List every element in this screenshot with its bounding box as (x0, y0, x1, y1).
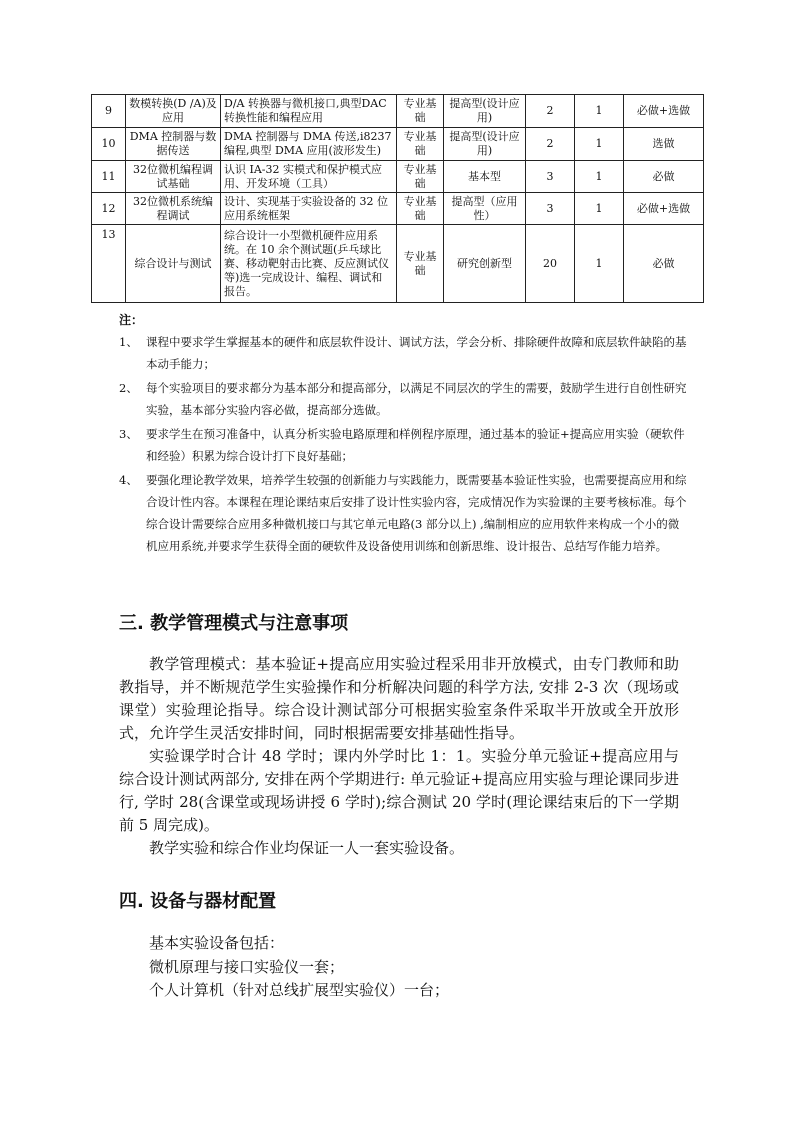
paragraph: 教学管理模式：基本验证+提高应用实验过程采用非开放模式，由专门教师和助教指导，并不断规范学生实验操作和分析解决问题的科学方法, 安排 2-3 次（现场或课堂）实验理论指导。综合设计测试部分可根据实验室条件采取半开放或全开放形式，允许学生灵活安排时间，同时根据需要安排基础性指导。 (119, 655, 679, 742)
cell-type: 提高型(设计应用) (444, 128, 526, 161)
cell-type: 研究创新型 (444, 225, 526, 303)
equipment-line: 基本实验设备包括： (149, 934, 285, 952)
cell-category: 专业基础 (397, 161, 444, 193)
paragraph: 实验课学时合计 48 学时；课内外学时比 1：1。实验分单元验证+提高应用与综合设计测试两部分, 安排在两个学期进行: 单元验证+提高应用实验与理论课同步进行, 学时 28(含课堂或现场讲授 6 学时);综合测试 20 学时(理论课结束后的下一学期前 5 周完成)。 (119, 747, 679, 834)
cell-requirement: 必做 (624, 161, 704, 193)
cell-no: 9 (92, 95, 126, 128)
table-row (92, 128, 704, 161)
cell-hours: 3 (526, 193, 575, 225)
cell-people: 1 (575, 95, 624, 128)
cell-name: 数模转换(D /A)及应用 (126, 95, 221, 128)
paragraph: 教学实验和综合作业均保证一人一套实验设备。 (149, 839, 465, 857)
cell-content: 设计、实现基于实验设备的 32 位应用系统框架 (221, 193, 397, 225)
cell-category: 专业基础 (397, 95, 444, 128)
note-index: 3、 (119, 427, 138, 441)
note-text: 要求学生在预习准备中，认真分析实验电路原理和样例程序原理，通过基本的验证+提高应用实验（硬软件和经验）积累为综合设计打下良好基础； (146, 427, 685, 463)
cell-people: 1 (575, 225, 624, 303)
cell-content: 综合设计一小型微机硬件应用系统。在 10 余个测试题(乒乓球比赛、移动靶射击比赛、反应测试仪等)选一完成设计、编程、调试和报告。 (221, 225, 397, 303)
cell-hours: 3 (526, 161, 575, 193)
cell-requirement: 必做 (624, 225, 704, 303)
note-item (119, 377, 689, 421)
cell-name: 32位微机系统编程调试 (126, 193, 221, 225)
table-row (92, 95, 704, 128)
cell-no: 11 (92, 161, 126, 193)
section-4-heading: 四. 设备与器材配置 (119, 891, 277, 912)
note-item (119, 331, 689, 375)
equipment-line: 个人计算机（针对总线扩展型实验仪）一台； (149, 981, 450, 999)
note-index: 2、 (119, 381, 138, 395)
cell-requirement: 必做+选做 (624, 95, 704, 128)
cell-category: 专业基础 (397, 225, 444, 303)
table-row (92, 161, 704, 193)
table-row (92, 193, 704, 225)
cell-hours: 2 (526, 128, 575, 161)
cell-type: 提高型(设计应用) (444, 95, 526, 128)
cell-hours: 2 (526, 95, 575, 128)
note-index: 1、 (119, 335, 138, 349)
cell-no: 13 (92, 225, 126, 303)
cell-type: 基本型 (444, 161, 526, 193)
note-index: 4、 (119, 473, 138, 487)
note-item (119, 469, 689, 557)
notes-title: 注： (119, 313, 144, 327)
cell-requirement: 必做+选做 (624, 193, 704, 225)
cell-name: 32位微机编程调试基础 (126, 161, 221, 193)
cell-name: 综合设计与测试 (126, 225, 221, 303)
cell-requirement: 选做 (624, 128, 704, 161)
equipment-line: 微机原理与接口实验仪一套； (149, 957, 345, 976)
cell-category: 专业基础 (397, 193, 444, 225)
section-3-heading: 三. 教学管理模式与注意事项 (119, 613, 349, 634)
cell-type: 提高型（应用性） (444, 193, 526, 225)
cell-no: 10 (92, 128, 126, 161)
notes-list (119, 331, 689, 559)
note-text: 要强化理论教学效果，培养学生较强的创新能力与实践能力，既需要基本验证性实验，也需要提高应用和综合设计性内容。本课程在理论课结束后安排了设计性实验内容，完成情况作为实验课的主要考核标准。每个综合设计需要综合应用多种微机接口与其它单元电路(3 部分以上) ,编制相应的应用软件来构成一个小的微机应用系统,并要求学生获得全面的硬软件及设备使用训练和创新思维、设计报告、总结写作能力培养。 (146, 473, 687, 553)
cell-category: 专业基础 (397, 128, 444, 161)
cell-content: DMA 控制器与 DMA 传送,i8237编程,典型 DMA 应用(波形发生) (221, 128, 397, 161)
cell-hours: 20 (526, 225, 575, 303)
cell-content: 认识 IA-32 实模式和保护模式应用、开发环境（工具） (221, 161, 397, 193)
note-text: 每个实验项目的要求都分为基本部分和提高部分，以满足不同层次的学生的需要，鼓励学生进行自创性研究实验，基本部分实验内容必做，提高部分选做。 (146, 381, 687, 417)
table-row (92, 225, 704, 303)
cell-name: DMA 控制器与数据传送 (126, 128, 221, 161)
cell-content: D/A 转换器与微机接口,典型DAC转换性能和编程应用 (221, 95, 397, 128)
note-text: 课程中要求学生掌握基本的硬件和底层软件设计、调试方法，学会分析、排除硬件故障和底层软件缺陷的基本动手能力； (146, 335, 687, 371)
note-item (119, 423, 689, 467)
cell-people: 1 (575, 193, 624, 225)
section-3-body (119, 653, 679, 860)
experiment-table (91, 94, 704, 303)
cell-people: 1 (575, 128, 624, 161)
cell-people: 1 (575, 161, 624, 193)
equipment-list (149, 932, 449, 1003)
cell-no: 12 (92, 193, 126, 225)
